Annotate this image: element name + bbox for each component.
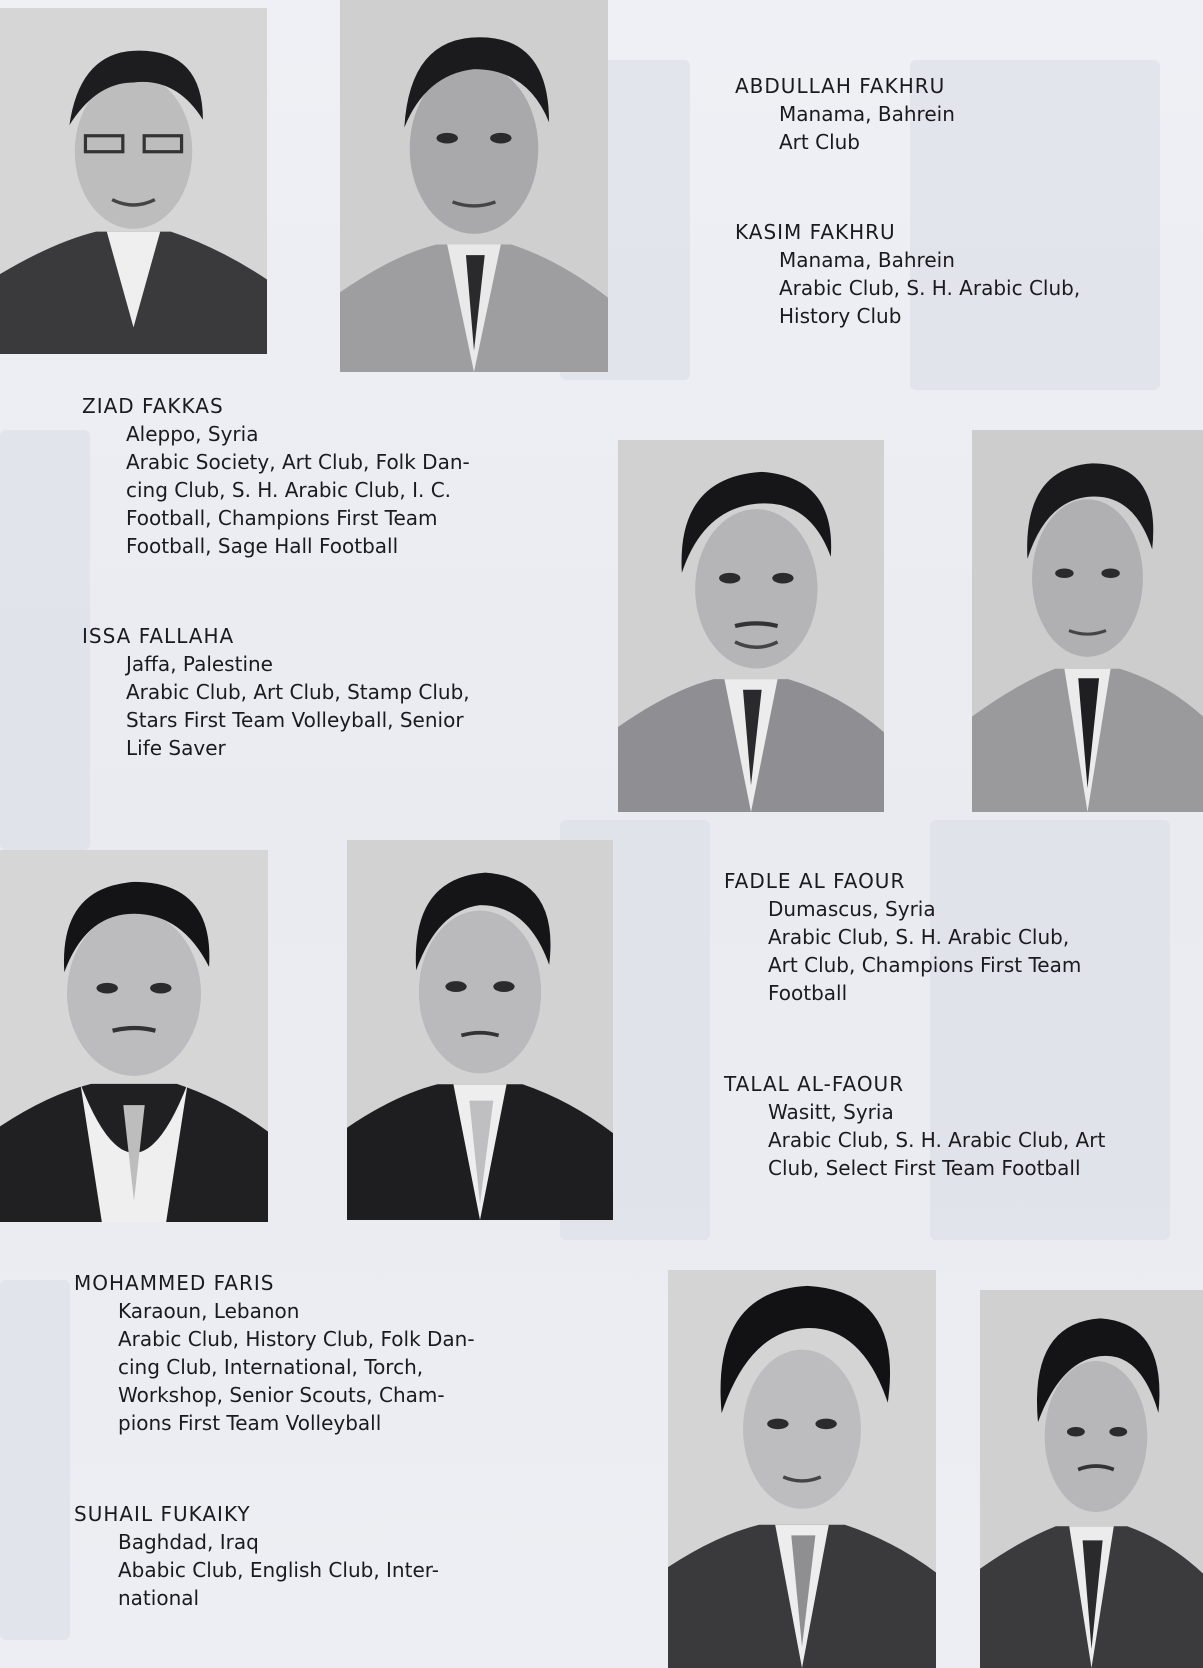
student-name: MOHAMMED FARIS <box>74 1271 275 1295</box>
portrait-photo <box>0 850 268 1222</box>
student-name: SUHAIL FUKAIKY <box>74 1502 251 1526</box>
student-activities: Arabic Club, Art Club, Stamp Club, <box>126 680 470 704</box>
student-activities: national <box>118 1586 200 1610</box>
portrait-photo <box>980 1290 1203 1668</box>
student-activities: Arabic Club, S. H. Arabic Club, <box>779 276 1081 300</box>
student-name: KASIM FAKHRU <box>735 220 896 244</box>
student-activities: Arabic Club, S. H. Arabic Club, <box>768 925 1070 949</box>
student-hometown: Wasitt, Syria <box>768 1100 894 1124</box>
portrait-photo <box>340 0 608 372</box>
portrait-photo <box>618 440 884 812</box>
student-activities: Club, Select First Team Football <box>768 1156 1081 1180</box>
student-entry-mohammed-faris <box>74 1269 475 1437</box>
student-activities: Arabic Club, S. H. Arabic Club, Art <box>768 1128 1106 1152</box>
student-activities: Arabic Society, Art Club, Folk Dan- <box>126 450 470 474</box>
portrait-photo <box>0 8 267 354</box>
student-activities: Workshop, Senior Scouts, Cham- <box>118 1383 445 1407</box>
student-activities: cing Club, S. H. Arabic Club, I. C. <box>126 478 452 502</box>
student-activities: Ababic Club, English Club, Inter- <box>118 1558 439 1582</box>
student-hometown: Karaoun, Lebanon <box>118 1299 300 1323</box>
student-entry-suhail-fukaiky <box>74 1500 439 1612</box>
student-entry-kasim-fakhru <box>735 218 1170 330</box>
student-activities: Football, Champions First Team <box>126 506 438 530</box>
student-name: FADLE AL FAOUR <box>724 869 906 893</box>
portrait-photo <box>347 840 613 1220</box>
student-hometown: Manama, Bahrein <box>779 102 955 126</box>
student-entry-ziad-fakkas <box>82 392 470 560</box>
student-entry-fadle-al-faour <box>724 867 1081 1007</box>
student-name: ZIAD FAKKAS <box>82 394 224 418</box>
student-activities: pions First Team Volleyball <box>118 1411 382 1435</box>
student-activities: cing Club, International, Torch, <box>118 1355 424 1379</box>
bleed-through-block <box>0 1280 70 1640</box>
student-hometown: Aleppo, Syria <box>126 422 259 446</box>
student-entry-talal-al-faour <box>724 1070 1105 1182</box>
student-entry-abdullah-fakhru <box>735 72 955 156</box>
student-name: TALAL AL-FAOUR <box>724 1072 905 1096</box>
portrait-photo <box>668 1270 936 1668</box>
portrait-photo <box>972 430 1203 812</box>
bleed-through-block <box>0 430 90 850</box>
student-hometown: Baghdad, Iraq <box>118 1530 259 1554</box>
student-name: ISSA FALLAHA <box>82 624 235 648</box>
student-activities: Football, Sage Hall Football <box>126 534 399 558</box>
student-hometown: Jaffa, Palestine <box>126 652 273 676</box>
student-hometown: Manama, Bahrein <box>779 248 955 272</box>
student-name: ABDULLAH FAKHRU <box>735 74 946 98</box>
student-hometown: Dumascus, Syria <box>768 897 936 921</box>
student-activities: History Club <box>779 304 902 328</box>
student-activities: Art Club, Champions First Team <box>768 953 1082 977</box>
student-activities: Art Club <box>779 130 860 154</box>
student-entry-issa-fallaha <box>82 622 470 762</box>
student-activities: Life Saver <box>126 736 226 760</box>
student-activities: Football <box>768 981 848 1005</box>
student-activities: Stars First Team Volleyball, Senior <box>126 708 464 732</box>
student-activities: Arabic Club, History Club, Folk Dan- <box>118 1327 475 1351</box>
